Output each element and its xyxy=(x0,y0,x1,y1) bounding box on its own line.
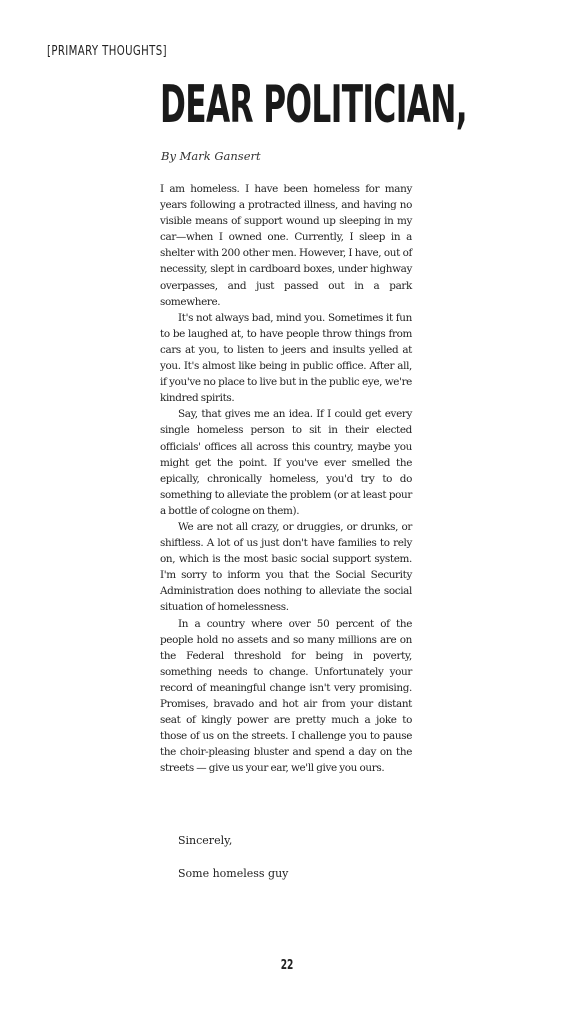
byline: By Mark Gansert xyxy=(161,149,261,163)
paragraph: We are not all crazy, or druggies, or drunks, or shiftless. A lot of us just don't have families to rely on, which is the most basic social support system. I'm sorry to inform you that the Social Security Administration does nothing to alleviate the social situation of homelessness. xyxy=(160,520,412,614)
page-number: 22 xyxy=(280,958,294,973)
section-tag: [PRIMARY THOUGHTS] xyxy=(47,44,167,59)
closing: Sincerely, xyxy=(178,834,233,847)
paragraph: I am homeless. I have been homeless for many years following a protracted illness, and having no visible means of support wound up sleeping in my car—when I owned one. Currently, I sleep in a shelter with 200 other men. However, I have, out of necessity, slept in cardboard boxes, under highway overpasses, and just passed out in a park somewhere. xyxy=(160,183,412,308)
signature: Some homeless guy xyxy=(178,867,289,880)
paragraph: Say, that gives me an idea. If I could get every single homeless person to sit in their elected officials' offices all across this country, maybe you might get the point. If you've ever smelled the epically, chronically homeless, you'd try to do something to alleviate the problem (or at least pour a bottle of cologne on them). xyxy=(160,408,412,517)
headline: DEAR POLITICIAN, xyxy=(160,75,468,135)
article-body xyxy=(160,181,412,776)
paragraph: It's not always bad, mind you. Sometimes it fun to be laughed at, to have people throw things from cars at you, to listen to jeers and insults yelled at you. It's almost like being in public office. After all, if you've no place to live but in the public eye, we're kindred spirits. xyxy=(160,311,412,405)
paragraph: In a country where over 50 percent of the people hold no assets and so many millions are on the Federal threshold for being in poverty, something needs to change. Unfortunately your record of meaningful change isn't very promising. Promises, bravado and hot air from your distant seat of kingly power are pretty much a joke to those of us on the streets. I challenge you to pause the choir-pleasing bluster and spend a day on the streets — give us your ear, we'll give you ours. xyxy=(160,617,412,775)
